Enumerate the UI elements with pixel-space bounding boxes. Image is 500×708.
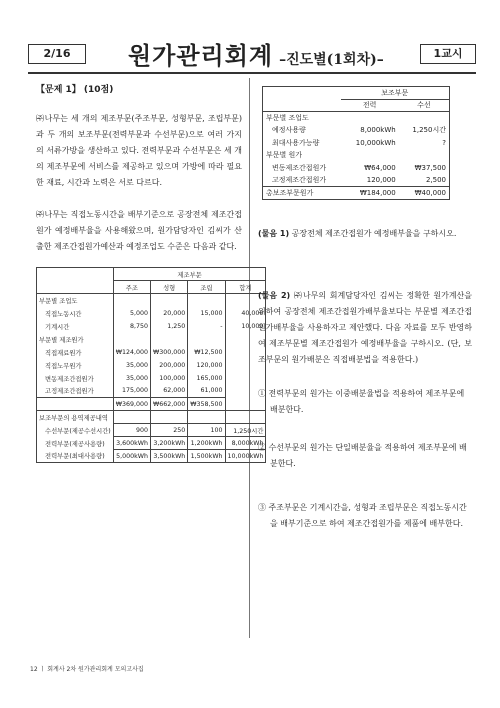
table2-cell: ₩40,000 xyxy=(399,187,450,200)
table1-cell: 10,000kWh xyxy=(225,450,266,463)
table1-cell: 165,000 xyxy=(188,372,225,385)
intro-paragraph-1: ㈜나무는 세 개의 제조부문(주조부문, 성형부문, 조립부문)과 두 개의 보조부문(전력부문과 수선부문)으로 여러 가지의 서류가방을 생산하고 있다. 전력부문과 수선부문은 세 개의 제조부문에 서비스를 제공하고 있으며 가방에 따라 필요한 재료, 시간과 노력은 서로 다르다. xyxy=(36,114,242,187)
table1-row xyxy=(37,411,266,424)
table1-cell: 10,000 xyxy=(225,320,266,333)
table1-row xyxy=(37,307,266,320)
table1-row-label: 수선부문(제공수선시간) xyxy=(45,427,111,435)
table1-row xyxy=(37,320,266,333)
table2-row-label: 부문별 조업도 xyxy=(266,114,309,122)
table2-cell xyxy=(341,149,399,162)
table1-cell: 40,000 xyxy=(225,307,266,320)
table1-cell: 120,000 xyxy=(188,359,225,372)
table1-row-label: 전력부문(최대사용량) xyxy=(45,453,105,461)
table1-cell xyxy=(151,333,188,346)
table1-cell xyxy=(188,294,225,307)
question-2-text: ㈜나무의 회계담당자인 김씨는 정확한 원가계산을 위하여 공장전체 제조간접원가배부율보다는 부문별 제조간접원가배부율을 사용하자고 제안했다. 다음 자료를 모두 반영하여 제조부문별 제조간접원가 예정배부율을 구하시오. (단, 보조부문의 원가배분은 직접배분법을 적용한다.) xyxy=(258,290,473,364)
table1-cell: 200,000 xyxy=(151,359,188,372)
table1-cell: 900 xyxy=(113,424,150,437)
page-number: 2/16 xyxy=(28,44,86,64)
table1-cell: ₩12,500 xyxy=(188,346,225,359)
table1-cell: 62,000 xyxy=(151,385,188,398)
table2-row xyxy=(263,187,450,200)
table1-cell: ₩358,500 xyxy=(188,398,225,411)
condition-item-3: ③ 주조부문은 기계시간을, 성형과 조립부문은 직접노동시간을 배부기준으로 하여 제조간접원가를 제품에 배부한다. xyxy=(258,502,467,528)
table2-row xyxy=(263,112,450,125)
table1-cell xyxy=(113,333,150,346)
table1-row xyxy=(37,437,266,450)
table2-cell: 2,500 xyxy=(425,176,446,184)
table1-cell: 100,000 xyxy=(151,372,188,385)
condition-item-2: ② 수선부문의 원가는 단일배분율을 적용하여 제조부문에 배분한다. xyxy=(258,442,467,468)
manufacturing-dept-table xyxy=(36,267,266,463)
table1-cell: 250 xyxy=(151,424,188,437)
table2-row-label: 변동제조간접원가 xyxy=(272,163,327,172)
table2-row-label: 부문별 원가 xyxy=(266,151,303,160)
table2-row xyxy=(263,124,450,137)
table2-cell xyxy=(399,112,450,125)
table1-row xyxy=(37,346,266,359)
table1-cell: - xyxy=(188,320,225,333)
period-badge: 1교시 xyxy=(420,44,476,64)
table1-cell: ₩662,000 xyxy=(151,398,188,411)
title-main: 원가관리회계 xyxy=(128,41,274,70)
table2-cell: ? xyxy=(442,138,446,147)
table1-column-header: 주조 xyxy=(113,281,150,294)
table2-cell: ₩184,000 xyxy=(341,187,399,200)
table2-row xyxy=(263,137,450,150)
table1-row-label: 보조부문의 용역제공내역 xyxy=(37,411,114,424)
table1-row-label: 변동제조간접원가 xyxy=(45,375,94,383)
page-header xyxy=(28,38,476,68)
table1-cell: 100 xyxy=(188,424,225,437)
page-footer: 12 ㅣ 회계사 2차 원가관리회계 모의고사집 xyxy=(30,666,144,673)
table1-cell: 8,000kWh xyxy=(225,437,266,450)
table1-cell: 3,200kWh xyxy=(151,437,188,450)
table1-row-label: 직접노무원가 xyxy=(45,362,82,370)
table1-row xyxy=(37,359,266,372)
table1-cell: 15,000 xyxy=(188,307,225,320)
title-subtitle: –진도별(1회차)– xyxy=(279,52,384,68)
table1-cell: 35,000 xyxy=(113,359,150,372)
table1-cell xyxy=(188,411,225,424)
table2-cell xyxy=(399,149,450,162)
table2-column-header: 전력 xyxy=(341,99,399,112)
table2-row xyxy=(263,149,450,162)
table2-cell xyxy=(341,112,399,125)
table1-column-header: 합계 xyxy=(225,281,266,294)
table1-row xyxy=(37,398,266,411)
table1-cell: ₩300,000 xyxy=(151,346,188,359)
table1-column-header: 조립 xyxy=(188,281,225,294)
left-column xyxy=(36,78,264,463)
table1-cell: 3,500kWh xyxy=(151,450,188,463)
table1-cell: 175,000 xyxy=(113,385,150,398)
table1-cell: 1,500kWh xyxy=(188,450,225,463)
table2-cell: 120,000 xyxy=(366,176,396,184)
table2-cell: 8,000kWh xyxy=(360,126,396,135)
table1-column-header: 성형 xyxy=(151,281,188,294)
table1-row xyxy=(37,385,266,398)
condition-item-1: ① 전력부문의 원가는 이중배분율법을 적용하여 제조부문에 배분한다. xyxy=(258,388,465,414)
table1-cell: 8,750 xyxy=(113,320,150,333)
question-1-label: (물음 1) xyxy=(258,228,290,238)
table1-cell: 5,000kWh xyxy=(113,450,150,463)
question-2 xyxy=(258,288,472,368)
table2-row-label: 총보조부문원가 xyxy=(263,187,341,200)
table1-row xyxy=(37,424,266,437)
page-title xyxy=(128,36,384,71)
table1-cell xyxy=(113,411,150,424)
table1-row-label: 직접재료원가 xyxy=(45,349,82,357)
table1-row xyxy=(37,450,266,463)
table1-cell: 1,250 xyxy=(151,320,188,333)
table2-group-header: 보조부문 xyxy=(341,87,450,100)
table1-cell xyxy=(188,333,225,346)
table1-row xyxy=(37,294,266,307)
service-dept-table xyxy=(262,86,450,200)
question-1 xyxy=(258,226,472,242)
table1-row-label: 직접노동시간 xyxy=(45,310,82,318)
table1-cell xyxy=(113,294,150,307)
table1-cell: 3,600kWh xyxy=(113,437,150,450)
table1-cell: 1,200kWh xyxy=(188,437,225,450)
table1-row-label: 고정제조간접원가 xyxy=(45,388,94,396)
table1-cell: 5,000 xyxy=(113,307,150,320)
table1-row xyxy=(37,333,266,346)
table1-cell xyxy=(151,294,188,307)
table1-cell: ₩124,000 xyxy=(113,346,150,359)
table1-row-label: 기계시간 xyxy=(45,323,70,331)
table1-cell: 20,000 xyxy=(151,307,188,320)
table1-row-label: 전력부문(제공사용량) xyxy=(45,440,105,448)
table2-row-label: 최대사용가능량 xyxy=(272,138,320,147)
table1-group-header: 제조부문 xyxy=(113,268,266,281)
table1-cell: 61,000 xyxy=(188,385,225,398)
table2-row-label: 예정사용량 xyxy=(272,126,306,135)
table2-cell: 1,250시간 xyxy=(412,126,446,135)
table2-row-label: 고정제조간접원가 xyxy=(272,176,327,184)
table1-cell: 35,000 xyxy=(113,372,150,385)
question-1-text: 공장전체 제조간접원가 예정배부율을 구하시오. xyxy=(291,228,457,238)
table2-cell: 10,000kWh xyxy=(355,138,396,147)
table1-row-label: 부문별 제조원가 xyxy=(39,336,84,344)
table1-row xyxy=(37,372,266,385)
table2-row xyxy=(263,174,450,187)
table2-column-header: 수선 xyxy=(399,99,450,112)
intro-paragraph-2: ㈜나무는 직접노동시간을 배부기준으로 공장전체 제조간접원가 예정배부율을 사용해왔으며, 원가담당자인 김씨가 산출한 제조간접원가예산과 예정조업도 수준은 다음과 같다. xyxy=(36,210,242,251)
table1-cell: ₩369,000 xyxy=(113,398,150,411)
right-column xyxy=(258,78,472,532)
table1-cell xyxy=(151,411,188,424)
table2-row xyxy=(263,162,450,175)
table1-row-label: 부문별 조업도 xyxy=(39,297,78,305)
header-rule xyxy=(28,72,476,74)
table2-cell: ₩37,500 xyxy=(414,163,446,172)
table1-cell: 1,250시간 xyxy=(225,424,266,437)
table2-cell: ₩64,000 xyxy=(364,163,396,172)
question-2-label: (물음 2) xyxy=(258,290,291,300)
problem-title: 【문제 1】 (10점) xyxy=(36,85,114,95)
table1-row-label xyxy=(37,398,114,411)
